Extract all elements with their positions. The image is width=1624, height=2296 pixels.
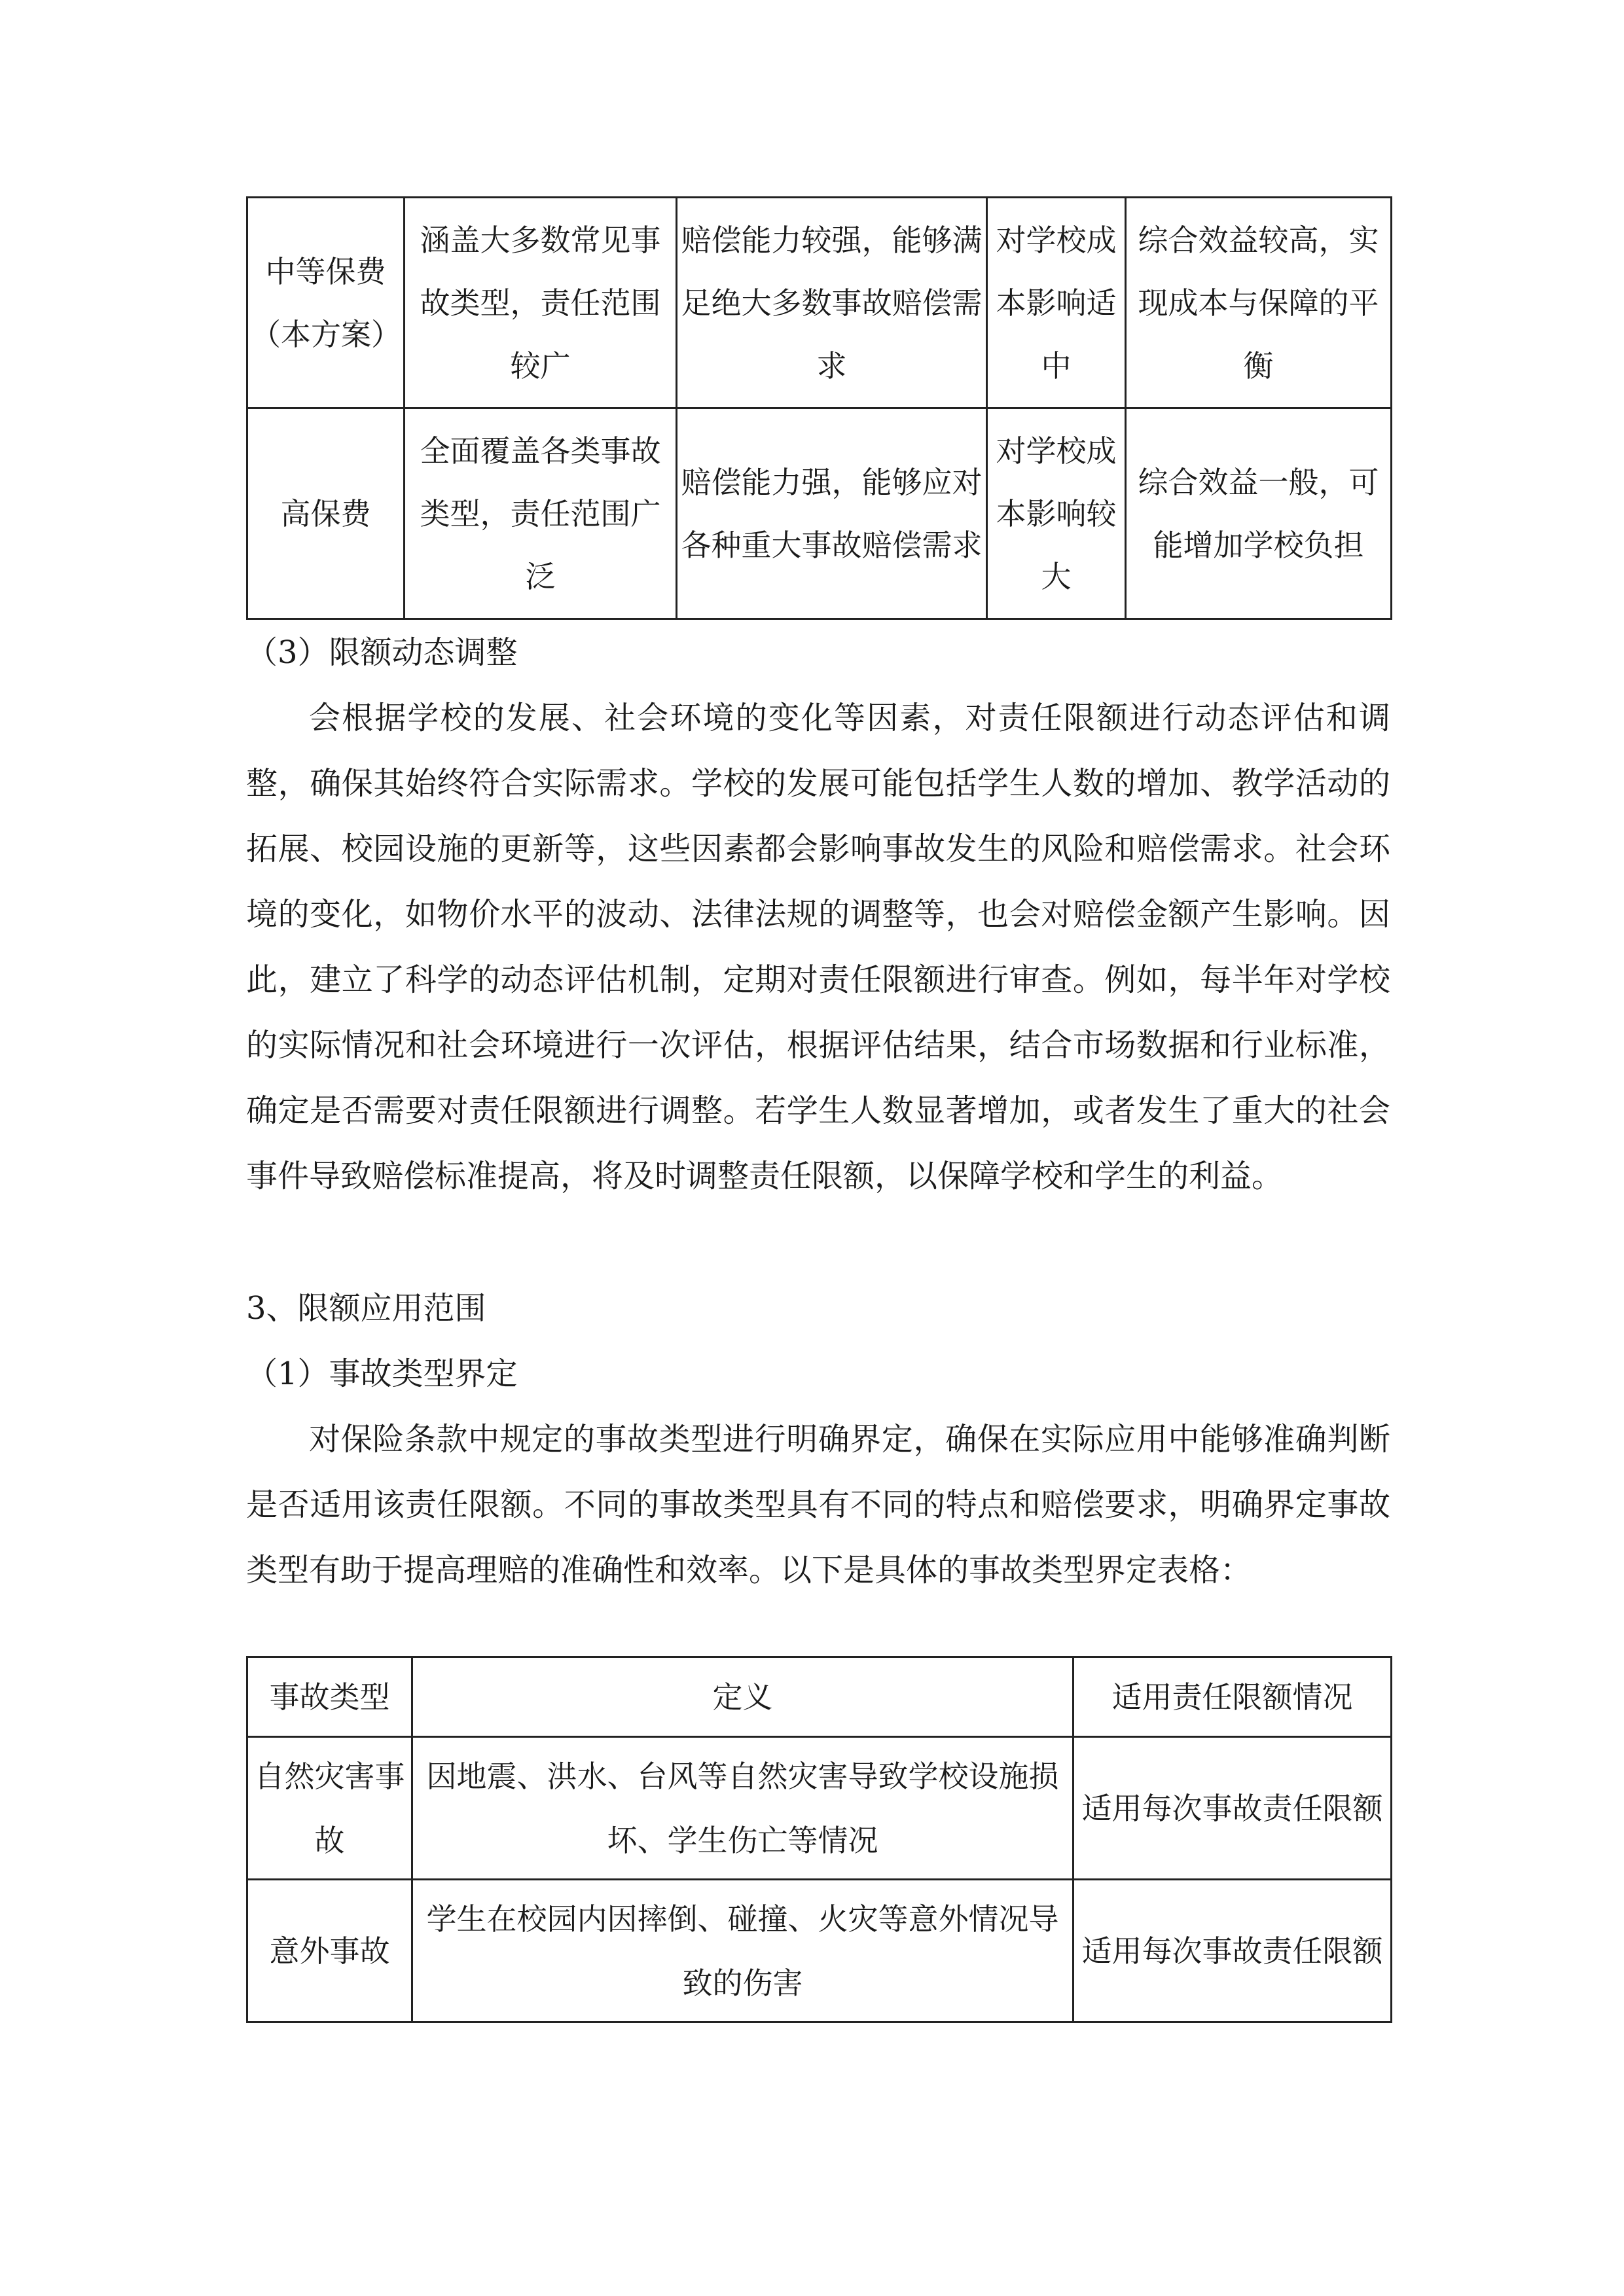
header-applicability: 适用责任限额情况 [1074,1657,1392,1737]
table-row [247,1880,1392,2022]
applicability-cell: 适用每次事故责任限额 [1074,1880,1392,2022]
table-row [247,198,1392,408]
table-row [247,408,1392,619]
definition-cell: 因地震、洪水、台风等自然灾害导致学校设施损坏、学生伤亡等情况 [412,1737,1074,1880]
coverage-cell: 全面覆盖各类事故类型，责任范围广泛 [405,408,677,619]
section-heading-scope: 3、限额应用范围 [246,1290,486,1327]
accident-type-cell: 自然灾害事故 [247,1737,412,1880]
cost-impact-cell: 对学校成本影响较大 [987,408,1126,619]
benefit-cell: 综合效益一般，可能增加学校负担 [1126,408,1392,619]
cost-impact-cell: 对学校成本影响适中 [987,198,1126,408]
header-accident-type: 事故类型 [247,1657,412,1737]
accident-type-cell: 意外事故 [247,1880,412,2022]
definition-cell: 学生在校园内因摔倒、碰撞、火灾等意外情况导致的伤害 [412,1880,1074,2022]
table-header-row [247,1657,1392,1737]
subheading-accident-type: （1）事故类型界定 [246,1355,518,1392]
paragraph-limit-adjust: 会根据学校的发展、社会环境的变化等因素，对责任限额进行动态评估和调整，确保其始终符合实际需求。学校的发展可能包括学生人数的增加、教学活动的拓展、校园设施的更新等，这些因素都会影响事故发生的风险和赔偿需求。社会环境的变化，如物价水平的波动、法律法规的调整等，也会对赔偿金额产生影响。因此，建立了科学的动态评估机制，定期对责任限额进行审查。例如，每半年对学校的实际情况和社会环境进行一次评估，根据评估结果，结合市场数据和行业标准，确定是否需要对责任限额进行调整。若学生人数显著增加，或者发生了重大的社会事件导致赔偿标准提高，将及时调整责任限额，以保障学校和学生的利益。 [246,700,1390,1194]
compensation-cell: 赔偿能力较强，能够满足绝大多数事故赔偿需求 [677,198,987,408]
paragraph-accident-type: 对保险条款中规定的事故类型进行明确界定，确保在实际应用中能够准确判断是否适用该责任限额。不同的事故类型具有不同的特点和赔偿要求，明确界定事故类型有助于提高理赔的准确性和效率。以下是具体的事故类型界定表格： [246,1421,1390,1588]
coverage-cell: 涵盖大多数常见事故类型，责任范围较广 [405,198,677,408]
table-row [247,1737,1392,1880]
accident-type-table [246,1656,1392,2023]
section-heading-limit-adjust: （3）限额动态调整 [246,634,518,671]
premium-level-cell: 中等保费（本方案） [247,198,405,408]
premium-level-cell: 高保费 [247,408,405,619]
applicability-cell: 适用每次事故责任限额 [1074,1737,1392,1880]
premium-comparison-table [246,196,1392,620]
compensation-cell: 赔偿能力强，能够应对各种重大事故赔偿需求 [677,408,987,619]
benefit-cell: 综合效益较高，实现成本与保障的平衡 [1126,198,1392,408]
header-definition: 定义 [412,1657,1074,1737]
